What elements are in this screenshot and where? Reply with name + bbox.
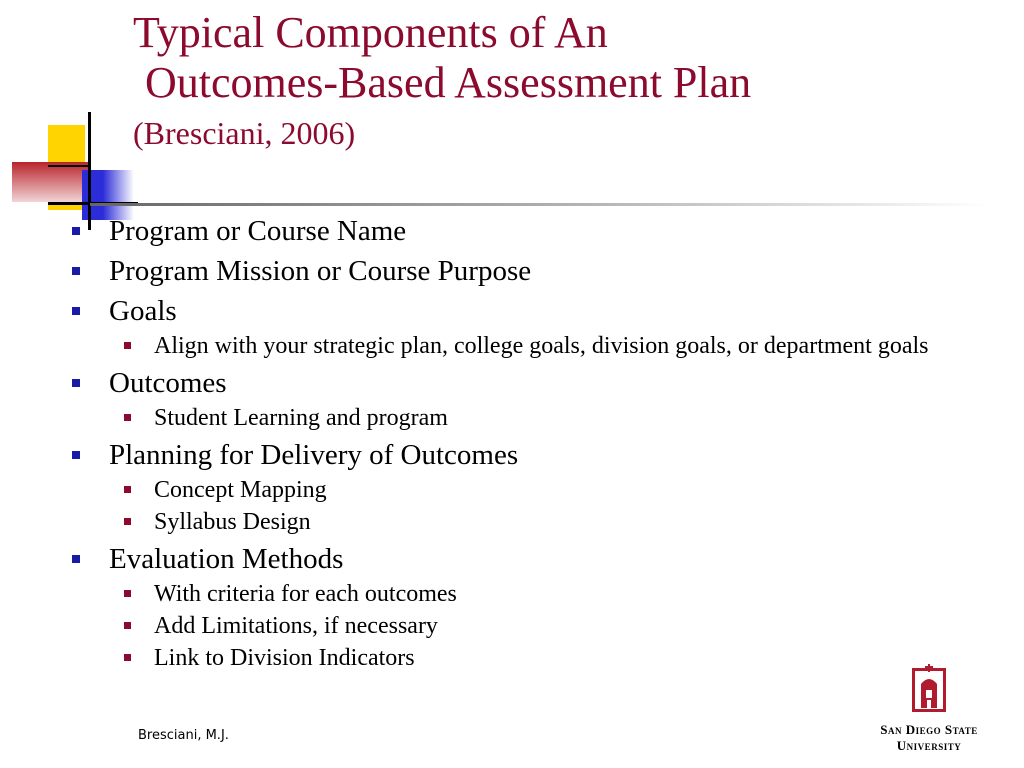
mission-tower-icon (912, 664, 946, 712)
bullet-text: Goals (109, 295, 177, 327)
sub-bullet-text: Concept Mapping (154, 477, 327, 503)
decorative-horizontal-line (48, 165, 88, 167)
sub-bullet-marker-icon (124, 486, 131, 493)
bullet-text: Program Mission or Course Purpose (109, 255, 532, 287)
decorative-red-block (12, 162, 90, 202)
bullet-marker-icon (72, 267, 80, 275)
sub-bullet-text: Syllabus Design (154, 509, 311, 535)
title-citation: (Bresciani, 2006) (133, 115, 356, 151)
bullet-text: Program or Course Name (109, 215, 407, 247)
bullet-item (72, 542, 964, 576)
sub-bullet-item (72, 580, 964, 608)
bullet-item (72, 438, 964, 472)
title-line-2: Outcomes-Based Assessment Plan (145, 58, 752, 107)
sub-bullet-item (72, 612, 964, 640)
bullet-text: Planning for Delivery of Outcomes (109, 439, 519, 471)
sub-bullet-marker-icon (124, 414, 131, 421)
university-logo (866, 664, 992, 754)
sub-bullet-marker-icon (124, 654, 131, 661)
footer-author: Bresciani, M.J. (138, 728, 229, 743)
sub-bullet-item (72, 404, 964, 432)
bullet-item (72, 214, 964, 248)
bullet-text: Outcomes (109, 367, 227, 399)
bullet-marker-icon (72, 555, 80, 563)
sub-bullet-item (72, 644, 964, 672)
sub-bullet-item (72, 332, 964, 360)
sub-bullet-text: Student Learning and program (154, 405, 448, 431)
sub-bullet-item (72, 508, 964, 536)
title-line-1: Typical Components of An (133, 8, 608, 57)
sub-bullet-marker-icon (124, 518, 131, 525)
sub-bullet-marker-icon (124, 590, 131, 597)
sub-bullet-marker-icon (124, 342, 131, 349)
bullet-item (72, 366, 964, 400)
sub-bullet-text: Align with your strategic plan, college goals, division goals, or department goals (154, 333, 929, 359)
slide-title (133, 8, 751, 154)
sub-bullet-text: With criteria for each outcomes (154, 581, 457, 607)
sub-bullet-marker-icon (124, 622, 131, 629)
logo-text-line-2: University (896, 738, 962, 753)
bullet-marker-icon (72, 227, 80, 235)
bullet-text: Evaluation Methods (109, 543, 344, 575)
bullet-marker-icon (72, 379, 80, 387)
logo-text-line-1: San Diego State (880, 722, 978, 737)
bullet-list (72, 208, 964, 672)
sub-bullet-text: Add Limitations, if necessary (154, 613, 438, 639)
sub-bullet-item (72, 476, 964, 504)
bullet-item (72, 294, 964, 328)
bullet-item (72, 254, 964, 288)
sub-bullet-text: Link to Division Indicators (154, 645, 415, 671)
title-divider (90, 203, 990, 206)
bullet-marker-icon (72, 451, 80, 459)
bullet-marker-icon (72, 307, 80, 315)
